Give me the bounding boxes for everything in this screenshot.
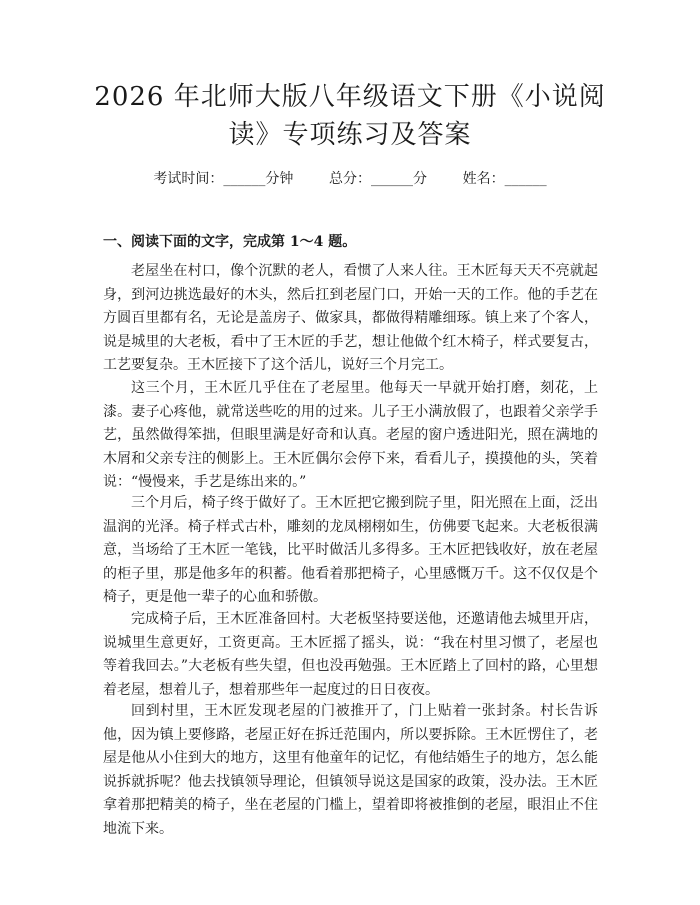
- paragraph-3: 三个月后，椅子终于做好了。王木匠把它搬到院子里，阳光照在上面，泛出温润的光泽。椅子样式古朴，雕刻的龙凤栩栩如生，仿佛要飞起来。大老板很满意，当场给了王木匠一笔钱，比平时做活儿多得多。王木匠把钱收好，放在老屋的柜子里，那是他多年的积蓄。他看着那把椅子，心里感慨万千。这不仅仅是个椅子，更是他一辈子的心血和骄傲。: [103, 495, 598, 606]
- score-label: 总分：: [329, 171, 371, 187]
- paragraph-5: 回到村里，王木匠发现老屋的门被推开了，门上贴着一张封条。村长告诉他，因为镇上要修路，老屋正好在拆迁范围内，所以要拆除。王木匠愣住了，老屋是他从小住到大的地方，这里有他童年的记忆，有他结婚生子的地方，怎么能说拆就拆呢？他去找镇领导理论，但镇领导说这是国家的政策，没办法。王木匠拿着那把精美的椅子，坐在老屋的门槛上，望着即将被推倒的老屋，眼泪止不住地流下来。: [103, 703, 598, 837]
- name-blank: ______: [504, 171, 547, 187]
- paragraph-4: 完成椅子后，王木匠准备回村。大老板坚持要送他，还邀请他去城里开店，说城里生意更好，工资更高。王木匠摇了摇头，说：“我在村里习惯了，老屋也等着我回去。”大老板有些失望，但也没再勉强。王木匠踏上了回村的路，心里想着老屋，想着儿子，想着那些年一起度过的日日夜夜。: [103, 611, 598, 698]
- section-heading: 一、阅读下面的文字，完成第 1～4 题。: [103, 234, 357, 250]
- paragraph-1: 老屋坐在村口，像个沉默的老人，看惯了人来人往。王木匠每天天不亮就起身，到河边挑选最好的木头，然后扛到老屋门口，开始一天的工作。他的手艺在方圆百里都有名，无论是盖房子、做家具，都做得精雕细琢。镇上来了个客人，说是城里的大老板，看中了王木匠的手艺，想让他做个红木椅子，样式要复古，工艺要复杂。王木匠接下了这个活儿，说好三个月完工。: [103, 263, 598, 374]
- document-title: 2026 年北师大版八年级语文下册《小说阅读》专项练习及答案: [94, 82, 606, 150]
- exam-time-label: 考试时间：: [153, 171, 224, 187]
- score-blank: ______: [371, 171, 413, 187]
- spacer: [293, 171, 329, 187]
- name-label: 姓名：: [462, 171, 505, 187]
- spacer: [427, 171, 463, 187]
- exam-info-line: [0, 170, 700, 188]
- score-unit: 分: [413, 171, 427, 187]
- exam-time-unit: 分钟: [265, 171, 294, 187]
- exam-time-blank: ______: [223, 171, 266, 187]
- paragraph-2: 这三个月，王木匠几乎住在了老屋里。他每天一早就开始打磨，刻花，上漆。妻子心疼他，就常送些吃的用的过来。儿子王小满放假了，也跟着父亲学手艺，虽然做得笨拙，但眼里满是好奇和认真。老屋的窗户透进阳光，照在满地的木屑和父亲专注的侧影上。王木匠偶尔会停下来，看看儿子，摸摸他的头，笑着说：“慢慢来，手艺是练出来的。”: [103, 380, 598, 491]
